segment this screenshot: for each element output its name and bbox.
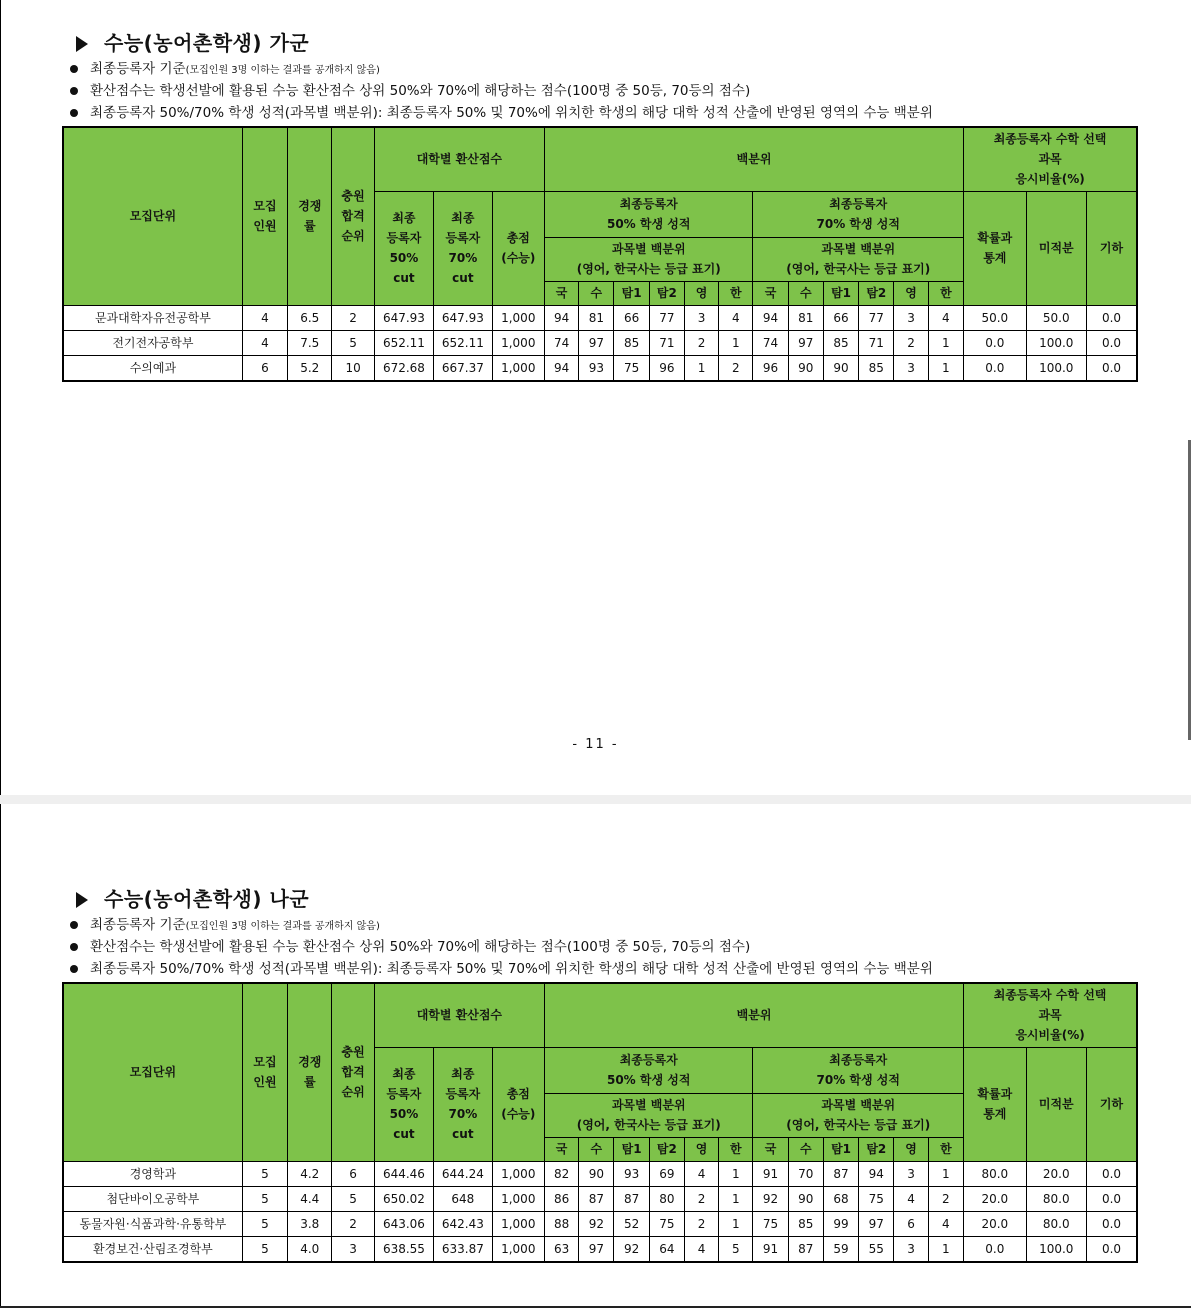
header-score-group: 대학별 환산점수 [374, 127, 544, 191]
table-cell: 3.8 [288, 1211, 332, 1236]
table-cell: 667.37 [434, 355, 492, 381]
header-subject: 영 [894, 281, 928, 305]
table-cell: 1 [719, 1186, 753, 1211]
table-cell: 1,000 [492, 355, 544, 381]
table-cell: 1 [719, 330, 753, 355]
note-item [62, 80, 1138, 102]
table-cell: 1 [684, 355, 718, 381]
header-subj-70: 과목별 백분위 (영어, 한국사는 등급 표기) [753, 237, 964, 281]
page-border-left [0, 0, 1, 795]
table-cell: 82 [544, 1161, 578, 1186]
header-subject: 탐1 [614, 1137, 649, 1161]
header-subject: 탐2 [649, 281, 684, 305]
table-cell: 77 [859, 305, 894, 330]
header-p70: 최종등록자 70% 학생 성적 [753, 1047, 964, 1093]
note-text: 최종등록자 기준 [90, 917, 186, 933]
table-cell: 71 [649, 330, 684, 355]
table-cell: 3 [894, 355, 928, 381]
section-title [62, 884, 1138, 914]
table-cell: 94 [859, 1161, 894, 1186]
table-cell: 91 [753, 1236, 788, 1262]
table-cell: 1,000 [492, 1161, 544, 1186]
table-row [63, 305, 1137, 330]
unit-name-cell: 첨단바이오공학부 [63, 1186, 242, 1211]
table-cell: 643.06 [374, 1211, 433, 1236]
section-title-text: 수능(농어촌학생) 가군 [104, 31, 310, 55]
header-percentile: 백분위 [544, 983, 963, 1047]
section-title [62, 28, 1138, 58]
header-subject: 국 [753, 281, 788, 305]
table-cell: 80.0 [964, 1161, 1026, 1186]
table-cell: 96 [649, 355, 684, 381]
table-cell: 1,000 [492, 1236, 544, 1262]
note-item [62, 58, 1138, 80]
header-subj-50: 과목별 백분위 (영어, 한국사는 등급 표기) [544, 237, 752, 281]
table-cell: 6.5 [288, 305, 332, 330]
table-cell: 1 [928, 1236, 963, 1262]
table-cell: 87 [788, 1236, 823, 1262]
table-cell: 5 [242, 1186, 287, 1211]
table-cell: 92 [753, 1186, 788, 1211]
note-text: 최종등록자 50%/70% 학생 성적(과목별 백분위): 최종등록자 50% 및 70%에 위치한 학생의 해당 대학 성적 산출에 반영된 영역의 수능 백분위 [90, 105, 933, 121]
header-subject: 영 [684, 1137, 718, 1161]
table-cell: 3 [684, 305, 718, 330]
header-rank: 충원 합격 순위 [332, 127, 374, 305]
table-cell: 0.0 [1086, 330, 1137, 355]
table-cell: 75 [649, 1211, 684, 1236]
header-total: 총점 (수능) [492, 191, 544, 305]
table-cell: 81 [579, 305, 614, 330]
table-cell: 66 [614, 305, 649, 330]
notes-list [62, 58, 1138, 124]
table-cell: 1 [928, 330, 963, 355]
table-cell: 0.0 [964, 355, 1026, 381]
note-item [62, 958, 1138, 980]
table-cell: 88 [544, 1211, 578, 1236]
header-unit: 모집단위 [63, 983, 242, 1161]
header-subject: 영 [894, 1137, 928, 1161]
unit-name-cell: 환경보건·산림조경학부 [63, 1236, 242, 1262]
note-text: 최종등록자 50%/70% 학생 성적(과목별 백분위): 최종등록자 50% 및 70%에 위치한 학생의 해당 대학 성적 산출에 반영된 영역의 수능 백분위 [90, 961, 933, 977]
table-row [63, 355, 1137, 381]
note-text: 최종등록자 기준 [90, 61, 186, 77]
header-stat: 확률과 통계 [964, 1047, 1026, 1161]
bullet-dot-icon [70, 65, 78, 73]
table-cell: 2 [719, 355, 753, 381]
table-cell: 70 [788, 1161, 823, 1186]
table-cell: 4 [928, 1211, 963, 1236]
table-cell: 2 [684, 330, 718, 355]
header-subject: 한 [928, 281, 963, 305]
table-cell: 91 [753, 1161, 788, 1186]
table-cell: 81 [788, 305, 823, 330]
table-cell: 50.0 [1026, 305, 1086, 330]
table-cell: 74 [544, 330, 578, 355]
header-row-1 [63, 127, 1137, 191]
table-cell: 6 [894, 1211, 928, 1236]
table-cell: 97 [579, 330, 614, 355]
table-cell: 64 [649, 1236, 684, 1262]
table-cell: 1,000 [492, 1186, 544, 1211]
table-cell: 10 [332, 355, 374, 381]
table-cell: 4 [928, 305, 963, 330]
header-unit: 모집단위 [63, 127, 242, 305]
table-cell: 5 [242, 1236, 287, 1262]
table-cell: 3 [894, 1236, 928, 1262]
header-math-group: 최종등록자 수학 선택 과목 응시비율(%) [964, 127, 1137, 191]
table-cell: 97 [859, 1211, 894, 1236]
table-cell: 77 [649, 305, 684, 330]
table-cell: 1,000 [492, 1211, 544, 1236]
table-cell: 652.11 [374, 330, 433, 355]
table-cell: 2 [332, 305, 374, 330]
page-number: - 11 - [572, 737, 619, 752]
table-cell: 648 [434, 1186, 492, 1211]
table-cell: 90 [788, 1186, 823, 1211]
table-cell: 86 [544, 1186, 578, 1211]
table-row [63, 1161, 1137, 1186]
table-cell: 0.0 [964, 1236, 1026, 1262]
header-math-group: 최종등록자 수학 선택 과목 응시비율(%) [964, 983, 1137, 1047]
table-cell: 80 [649, 1186, 684, 1211]
table-cell: 647.93 [434, 305, 492, 330]
table-cell: 1,000 [492, 330, 544, 355]
table-cell: 20.0 [964, 1211, 1026, 1236]
table-cell: 644.24 [434, 1161, 492, 1186]
table-cell: 652.11 [434, 330, 492, 355]
table-row [63, 1236, 1137, 1262]
header-subject: 영 [684, 281, 718, 305]
table-cell: 3 [332, 1236, 374, 1262]
notes-list [62, 914, 1138, 980]
header-cut50: 최종 등록자 50% cut [374, 191, 433, 305]
table-cell: 5 [719, 1236, 753, 1262]
table-cell: 0.0 [1086, 1236, 1137, 1262]
bullet-dot-icon [70, 921, 78, 929]
header-cut70: 최종 등록자 70% cut [434, 1047, 492, 1161]
table-cell: 7.5 [288, 330, 332, 355]
table-cell: 2 [928, 1186, 963, 1211]
table-cell: 2 [684, 1211, 718, 1236]
header-subject: 국 [544, 281, 578, 305]
unit-name-cell: 전기전자공학부 [63, 330, 242, 355]
table-cell: 642.43 [434, 1211, 492, 1236]
table-cell: 647.93 [374, 305, 433, 330]
header-p50: 최종등록자 50% 학생 성적 [544, 191, 752, 237]
table-cell: 100.0 [1026, 1236, 1086, 1262]
table-cell: 85 [788, 1211, 823, 1236]
header-quota: 모집 인원 [242, 127, 287, 305]
table-cell: 80.0 [1026, 1211, 1086, 1236]
table-cell: 4 [894, 1186, 928, 1211]
note-small-text: (모집인원 3명 이하는 결과를 공개하지 않음) [185, 65, 380, 76]
table-cell: 4.0 [288, 1236, 332, 1262]
triangle-bullet-icon [76, 892, 88, 908]
table-cell: 0.0 [1086, 1161, 1137, 1186]
table-cell: 1 [719, 1211, 753, 1236]
table-cell: 97 [579, 1236, 614, 1262]
page-separator [0, 795, 1191, 804]
table-cell: 4 [242, 305, 287, 330]
table-cell: 99 [823, 1211, 858, 1236]
table-row [63, 1211, 1137, 1236]
unit-name-cell: 문과대학자유전공학부 [63, 305, 242, 330]
table-cell: 75 [614, 355, 649, 381]
header-subject: 탐1 [823, 1137, 858, 1161]
note-item [62, 936, 1138, 958]
table-cell: 87 [614, 1186, 649, 1211]
table-cell: 94 [544, 305, 578, 330]
table-cell: 4 [242, 330, 287, 355]
table-cell: 4.2 [288, 1161, 332, 1186]
table-cell: 90 [788, 355, 823, 381]
table-cell: 6 [242, 355, 287, 381]
unit-name-cell: 수의예과 [63, 355, 242, 381]
table-cell: 3 [894, 305, 928, 330]
table-cell: 94 [753, 305, 788, 330]
table-cell: 90 [579, 1161, 614, 1186]
header-competition: 경쟁 률 [288, 983, 332, 1161]
header-subject: 탐1 [614, 281, 649, 305]
header-subject: 탐2 [859, 281, 894, 305]
table-cell: 85 [823, 330, 858, 355]
note-text: 환산점수는 학생선발에 활용된 수능 환산점수 상위 50%와 70%에 해당하는 점수(100명 중 50등, 70등의 점수) [90, 83, 751, 99]
header-total: 총점 (수능) [492, 1047, 544, 1161]
header-calc: 미적분 [1026, 191, 1086, 305]
table-cell: 650.02 [374, 1186, 433, 1211]
header-competition: 경쟁 률 [288, 127, 332, 305]
header-percentile: 백분위 [544, 127, 963, 191]
header-subject: 탐2 [859, 1137, 894, 1161]
header-cut70: 최종 등록자 70% cut [434, 191, 492, 305]
table-cell: 63 [544, 1236, 578, 1262]
table-cell: 1,000 [492, 305, 544, 330]
table-cell: 2 [894, 330, 928, 355]
table-cell: 1 [928, 1161, 963, 1186]
table-cell: 100.0 [1026, 330, 1086, 355]
bullet-dot-icon [70, 109, 78, 117]
table-cell: 672.68 [374, 355, 433, 381]
table-cell: 0.0 [1086, 1211, 1137, 1236]
table-cell: 0.0 [964, 330, 1026, 355]
note-item [62, 914, 1138, 936]
table-cell: 75 [859, 1186, 894, 1211]
header-subject: 수 [788, 281, 823, 305]
note-item [62, 102, 1138, 124]
table-cell: 66 [823, 305, 858, 330]
table-cell: 68 [823, 1186, 858, 1211]
results-table [62, 982, 1138, 1263]
table-cell: 0.0 [1086, 305, 1137, 330]
header-subject: 탐2 [649, 1137, 684, 1161]
unit-name-cell: 경영학과 [63, 1161, 242, 1186]
table-cell: 1 [928, 355, 963, 381]
table-row [63, 1186, 1137, 1211]
table-cell: 0.0 [1086, 355, 1137, 381]
bullet-dot-icon [70, 943, 78, 951]
table-cell: 80.0 [1026, 1186, 1086, 1211]
table-cell: 50.0 [964, 305, 1026, 330]
header-subject: 수 [579, 281, 614, 305]
table-cell: 5 [332, 330, 374, 355]
header-score-group: 대학별 환산점수 [374, 983, 544, 1047]
bullet-dot-icon [70, 965, 78, 973]
table-cell: 6 [332, 1161, 374, 1186]
table-cell: 87 [823, 1161, 858, 1186]
results-table [62, 126, 1138, 382]
table-cell: 90 [823, 355, 858, 381]
unit-name-cell: 동물자원·식품과학·유통학부 [63, 1211, 242, 1236]
table-cell: 5 [332, 1186, 374, 1211]
table-cell: 74 [753, 330, 788, 355]
header-geo: 기하 [1086, 1047, 1137, 1161]
section-ga-gun [62, 28, 1138, 382]
header-subject: 탐1 [823, 281, 858, 305]
table-cell: 55 [859, 1236, 894, 1262]
table-cell: 97 [788, 330, 823, 355]
table-cell: 71 [859, 330, 894, 355]
table-cell: 75 [753, 1211, 788, 1236]
header-row-1 [63, 983, 1137, 1047]
header-p70: 최종등록자 70% 학생 성적 [753, 191, 964, 237]
table-cell: 5 [242, 1161, 287, 1186]
table-cell: 4 [719, 305, 753, 330]
table-cell: 59 [823, 1236, 858, 1262]
triangle-bullet-icon [76, 36, 88, 52]
table-cell: 4.4 [288, 1186, 332, 1211]
table-cell: 5 [242, 1211, 287, 1236]
table-cell: 5.2 [288, 355, 332, 381]
table-cell: 96 [753, 355, 788, 381]
table-cell: 20.0 [964, 1186, 1026, 1211]
header-subject: 국 [544, 1137, 578, 1161]
header-subject: 한 [719, 1137, 753, 1161]
header-geo: 기하 [1086, 191, 1137, 305]
header-subj-50: 과목별 백분위 (영어, 한국사는 등급 표기) [544, 1093, 752, 1137]
table-cell: 644.46 [374, 1161, 433, 1186]
table-cell: 0.0 [1086, 1186, 1137, 1211]
table-cell: 3 [894, 1161, 928, 1186]
table-cell: 633.87 [434, 1236, 492, 1262]
table-cell: 100.0 [1026, 355, 1086, 381]
header-subject: 한 [719, 281, 753, 305]
page-border-left-2 [0, 804, 1, 1308]
header-subject: 한 [928, 1137, 963, 1161]
note-text: 환산점수는 학생선발에 활용된 수능 환산점수 상위 50%와 70%에 해당하는 점수(100명 중 50등, 70등의 점수) [90, 939, 751, 955]
table-cell: 85 [859, 355, 894, 381]
header-rank: 충원 합격 순위 [332, 983, 374, 1161]
table-cell: 2 [332, 1211, 374, 1236]
table-cell: 92 [614, 1236, 649, 1262]
table-row [63, 330, 1137, 355]
header-cut50: 최종 등록자 50% cut [374, 1047, 433, 1161]
table-cell: 94 [544, 355, 578, 381]
header-stat: 확률과 통계 [964, 191, 1026, 305]
note-small-text: (모집인원 3명 이하는 결과를 공개하지 않음) [185, 921, 380, 932]
table-cell: 87 [579, 1186, 614, 1211]
table-cell: 638.55 [374, 1236, 433, 1262]
table-cell: 20.0 [1026, 1161, 1086, 1186]
header-subject: 수 [788, 1137, 823, 1161]
header-subject: 국 [753, 1137, 788, 1161]
header-p50: 최종등록자 50% 학생 성적 [544, 1047, 752, 1093]
table-cell: 4 [684, 1161, 718, 1186]
table-cell: 93 [579, 355, 614, 381]
table-cell: 69 [649, 1161, 684, 1186]
table-cell: 1 [719, 1161, 753, 1186]
table-cell: 93 [614, 1161, 649, 1186]
table-cell: 92 [579, 1211, 614, 1236]
header-subject: 수 [579, 1137, 614, 1161]
section-na-gun [62, 884, 1138, 1263]
header-subj-70: 과목별 백분위 (영어, 한국사는 등급 표기) [753, 1093, 964, 1137]
section-title-text: 수능(농어촌학생) 나군 [104, 887, 310, 911]
table-cell: 85 [614, 330, 649, 355]
header-calc: 미적분 [1026, 1047, 1086, 1161]
table-cell: 52 [614, 1211, 649, 1236]
table-cell: 2 [684, 1186, 718, 1211]
header-quota: 모집 인원 [242, 983, 287, 1161]
bullet-dot-icon [70, 87, 78, 95]
table-cell: 4 [684, 1236, 718, 1262]
